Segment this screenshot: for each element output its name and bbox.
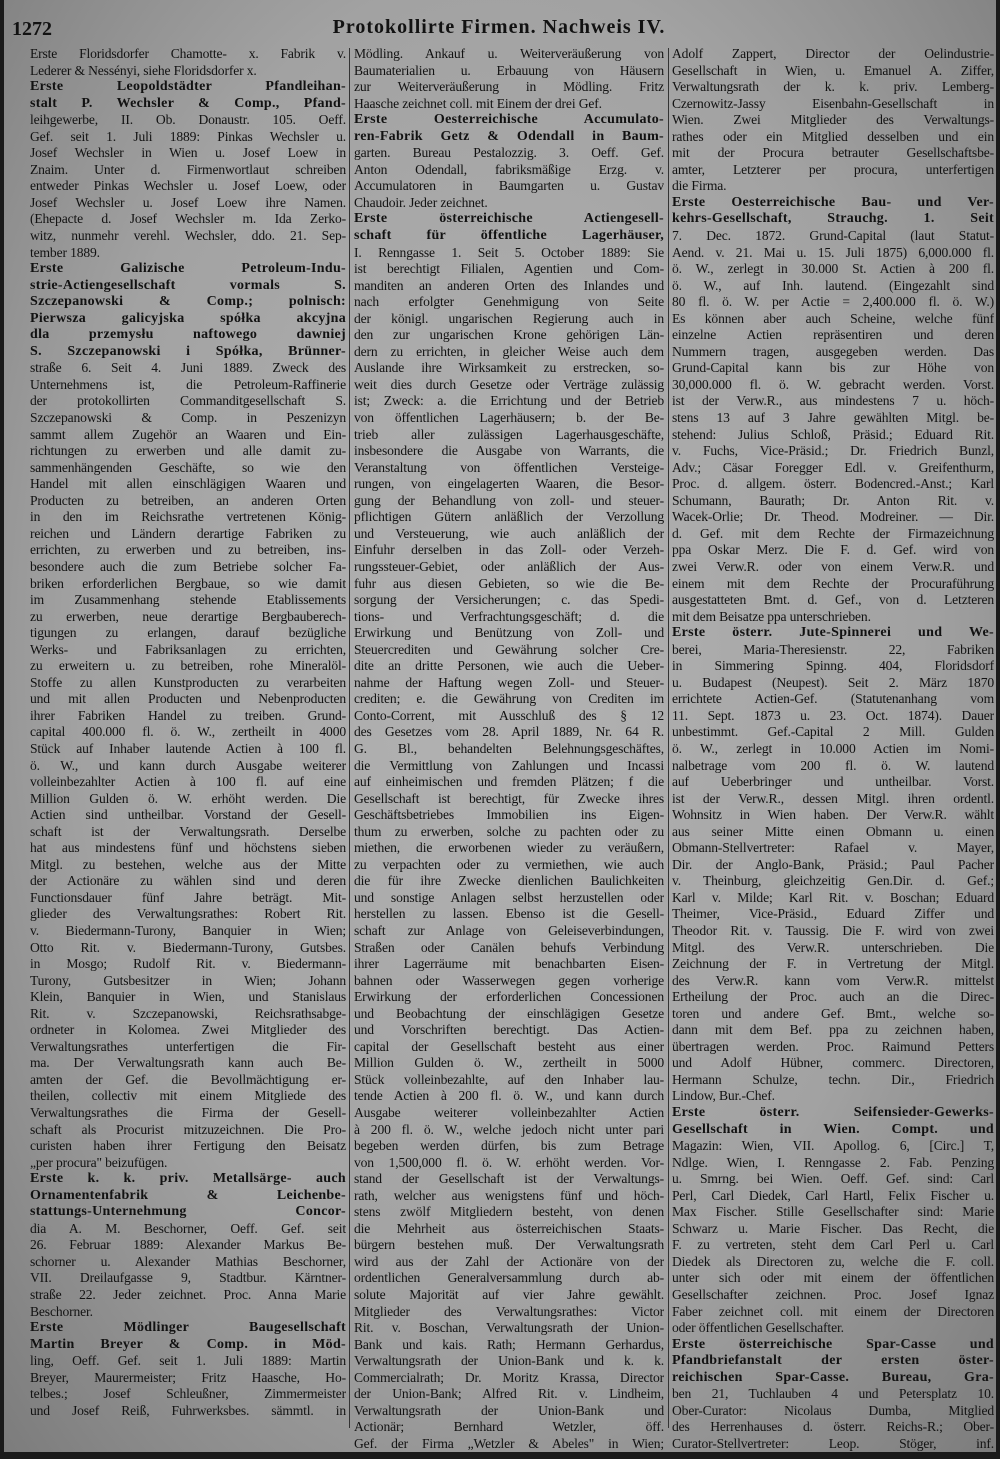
text-line: und sonstige Anlagen selbst herzustellen oder [354, 889, 664, 905]
text-line: auf Ueberbringer und untheilbar. Vorst. [672, 774, 994, 790]
text-line: aus seiner Mitte einen Obmann u. einen [672, 823, 994, 839]
text-line: glieder des Verwaltungsrathes: Robert Rit. [30, 906, 346, 922]
text-line: Wien. Zwei Mitglieder des Verwaltungs- [672, 112, 994, 128]
text-line: Verwaltungsrathes die Firma der Gesell- [30, 1105, 346, 1120]
text-line: fuhr aus diesen Gebieten, so wie die Be- [354, 575, 664, 591]
entry-heading-line: Erste österr. Jute-Spinnerei und We- [672, 625, 994, 641]
text-line: Turony, Gutsbesitzer in Wien; Johann [30, 972, 346, 988]
text-line: Aend. v. 21. Mai u. 15. Juli 1875) 6,000.000 fl. [672, 244, 994, 260]
text-line: Schumann, Baurath; Dr. Anton Rit. v. [672, 492, 994, 508]
text-line: in Simmering Spinng. 404, Floridsdorf [672, 658, 994, 674]
text-line: v. Theinburg, gleichzeitig Gen.Dir. d. Gef.; [672, 873, 994, 889]
text-line: Nummern tragen, ausgegeben werden. Das [672, 343, 994, 359]
text-line: hat aus mindestens fünf und höchstens sieben [30, 840, 346, 856]
text-line: amter, Letzterer per procura, unterfertigen [672, 161, 994, 177]
text-line: Hermann Schulze, techn. Dir., Friedrich [672, 1071, 994, 1087]
text-line: solute Majorität auf vier Jahre gewählt. [354, 1287, 664, 1303]
text-line: und Vorschriften berechtigt. Das Actien- [354, 1022, 664, 1038]
text-line: Erste Floridsdorfer Chamotte- x. Fabrik v. [30, 46, 346, 61]
text-line: ordneter in Kolomea. Zwei Mitglieder des [30, 1022, 346, 1038]
column-divider [349, 48, 350, 1428]
text-line: Proc. d. allgem. österr. Bodencred.-Anst.; Karl [672, 476, 994, 492]
text-line: Actionär; Bernhard Wetzler, öff. [354, 1419, 664, 1435]
text-line: u. Smrng. bei Wien. Oeff. Gef. sind: Carl [672, 1171, 994, 1187]
entry-heading-line: Erste österr. Seifensieder-Gewerks- [672, 1105, 994, 1120]
text-line: Actien sind untheilbar. Vorstand der Gesell- [30, 807, 346, 823]
text-line: dern zu errichten, in gleicher Weise auch dem [354, 343, 664, 359]
text-line: der königl. ungarischen Regierung auch in [354, 310, 664, 326]
text-line: Anton Odendall, fabriksmäßige Erzg. v. [354, 161, 664, 177]
text-line: und mit allen Producten und Nebenproducten [30, 691, 346, 707]
text-line: Lederer & Nessényi, siehe Floridsdorfer x. [30, 62, 257, 78]
text-line: tende Actien à 200 fl. ö. W., und kann durch [354, 1088, 664, 1104]
text-line: Breyer, Maurermeister; Fritz Haasche, Ho- [30, 1369, 346, 1385]
text-line: Chaudoir. Jeder zeichnet. [354, 194, 488, 210]
text-line: ausgestatteten Bmt. d. Gef., von d. Letzteren [672, 592, 994, 608]
text-line: einzelne Actien repräsentiren und deren [672, 327, 994, 343]
running-title: Protokollirte Firmen. Nachweis IV. [332, 16, 666, 38]
text-line: Grund-Capital kann bis zur Höhe von [672, 360, 994, 376]
text-line: stens 13 auf 3 Jahre gewählten Mitgl. be- [672, 410, 994, 426]
text-line: der protokollirten Commanditgesellschaft S. [30, 393, 346, 409]
entry-heading-line: Erste Oesterreichische Accumulato- [354, 112, 664, 128]
entry-heading-line: kehrs-Gesellschaft, Strauchg. 1. Seit [672, 211, 994, 227]
page-number: 1272 [12, 18, 52, 40]
text-line: „per procura" beizufügen. [30, 1154, 168, 1170]
text-line: Theimer, Vice-Präsid., Eduard Ziffer und [672, 906, 994, 922]
text-line: curisten haben ihrer Fertigung den Beisatz [30, 1138, 346, 1154]
text-line: Million Gulden ö. W. erhöht werden. Die [30, 790, 346, 806]
text-line: Functionsdauer fünf Jahre beträgt. Mit- [30, 889, 346, 905]
text-line: crediten; e. die Gewährung von Crediten im [354, 691, 664, 707]
text-line: Mitglieder des Verwaltungsrathes: Victor [354, 1303, 664, 1319]
text-line: Einfuhr derselben in das Zoll- oder Verzeh- [354, 542, 664, 558]
text-line: einem mit dem Rechte der Procuraführung [672, 575, 994, 591]
text-line: G. Bl., behandelten Belehnungsgeschäftes, [354, 740, 664, 756]
text-line: errichten, zu erwerben und zu betreiben, ins- [30, 542, 346, 558]
text-line: der Actionäre zu wählen sind und deren [30, 873, 346, 889]
text-line: Verwaltungsrath der Union-Bank und [354, 1402, 664, 1418]
text-line: Steuercrediten und Gewährung solcher Cre- [354, 641, 664, 657]
text-line: richtungen zu erwerben und alle damit zu- [30, 443, 346, 459]
text-line: capital der Gesellschaft besteht aus einer [354, 1038, 664, 1054]
text-line: und Beobachtung der einschlägigen Gesetze [354, 1005, 664, 1021]
text-line: von 1,500,000 fl. ö. W. erhöht werden. Vor- [354, 1154, 664, 1170]
text-line: berei, Maria-Theresienstr. 22, Fabriken [672, 641, 994, 657]
text-line: 30,000.000 fl. ö. W. gebracht werden. Vorst. [672, 376, 994, 392]
text-line: stand der Gesellschaft ist der Verwaltungs- [354, 1171, 664, 1187]
text-line: v. Biedermann-Turony, Banquier in Wien; [30, 922, 346, 938]
text-line: dia A. M. Beschorner, Oeff. Gef. seit [30, 1220, 346, 1236]
text-line: zu verpachten oder zu vermiethen, wie auch [354, 856, 664, 872]
text-line: Werks- und Fabriksanlagen zu errichten, [30, 641, 346, 657]
text-line: Gesellschaft ist berechtigt, für Zwecke ihres [354, 790, 664, 806]
text-line: und Josef Reiß, Fuhrwerksbes. sämmtl. in [30, 1402, 346, 1418]
text-line: witz, nunmehr verehl. Wechsler, ddo. 21. Sep- [30, 228, 346, 244]
text-line: 7. Dec. 1872. Grund-Capital (laut Statut- [672, 228, 994, 244]
text-line: Unternehmens ist, die Petroleum-Raffinerie [30, 376, 346, 392]
text-line: straße 22. Jeder zeichnet. Proc. Anna Marie [30, 1287, 346, 1303]
text-line: 26. Februar 1889: Alexander Markus Be- [30, 1237, 346, 1253]
text-line: Straßen oder Canälen behufs Verbindung [354, 939, 664, 955]
entry-heading-line: Szczepanowski & Comp.; polnisch: [30, 294, 346, 310]
text-line: Stück volleinbezahlte, auf den Inhaber lau- [354, 1071, 664, 1087]
text-line: des Gesetzes vom 28. April 1889, Nr. 64 R. [354, 724, 664, 740]
entry-heading-line: Erste Leopoldstädter Pfandleihan- [30, 79, 346, 95]
text-line: ihrer Lagerräume mit benachbarten Eisen- [354, 956, 664, 972]
text-line: Czernowitz-Jassy Eisenbahn-Gesellschaft in [672, 95, 994, 111]
entry-heading-line: strie-Actiengesellschaft vormals S. [30, 277, 346, 293]
text-line: besondere auch die zum Betriebe solcher Fa- [30, 558, 346, 574]
text-line: u. Budapest (Neupest). Seit 2. März 1870 [672, 674, 994, 690]
text-line: ihrer Fabriken Handel zu treiben. Grund- [30, 707, 346, 723]
text-line: tigungen zu erlangen, darauf bezügliche [30, 625, 346, 641]
text-line: schaft ist der Verwaltungsrath. Derselbe [30, 823, 346, 839]
text-line: dite an dritte Personen, wie auch die Ueber- [354, 658, 664, 674]
entry-heading-line: stattungs-Unternehmung Concor- [30, 1204, 346, 1220]
text-line: Obmann-Stellvertreter: Rafael v. Mayer, [672, 840, 994, 856]
text-line: schaft zur Anlage von Geleiseverbindungen, [354, 922, 664, 938]
text-line: Wacek-Orlie; Dr. Theod. Modreiner. — Dir. [672, 509, 994, 525]
text-line: Mitgl. zu bestehen, welche aus der Mitte [30, 856, 346, 872]
text-line: VII. Dreilaufgasse 9, Stadtbur. Kärntner- [30, 1270, 346, 1286]
text-line: zur Weiterveräußerung in Mödling. Fritz [354, 79, 664, 95]
text-line: amten der Gef. die Bevollmächtigung er- [30, 1071, 346, 1087]
entry-heading-line: Erste k. k. priv. Metallsärge- auch [30, 1171, 346, 1187]
text-line: schorner u. Alexander Mathias Beschorner, [30, 1253, 346, 1269]
text-line: unter sich oder mit einem der öffentlichen [672, 1270, 994, 1286]
entry-heading-line: Pierwsza galicyjska spółka akcyjna [30, 310, 346, 326]
text-line: Erwirkung und Benützung von Zoll- und [354, 625, 664, 641]
text-line: rathes oder ein Mitglied desselben und ein [672, 128, 994, 144]
text-line: bahnen oder Wasserwegen gegen vorherige [354, 972, 664, 988]
text-line: Verwaltungsrathes unterfertigen die Fir- [30, 1038, 346, 1054]
text-line: Erwirkung der erforderlichen Concessionen [354, 989, 664, 1005]
text-line: ist berechtigt Filialen, Agentien und Com- [354, 261, 664, 277]
text-line: im Zusammenhang stehende Etablissements [30, 592, 346, 608]
column-divider [668, 48, 669, 1428]
entry-heading-line: schaft für öffentliche Lagerhäuser, [354, 228, 664, 244]
text-line: unbestimmt. Gef.-Capital 2 Mill. Gulden [672, 724, 994, 740]
text-line: Znaim. Unter d. Firmenwortlaut schreiben [30, 161, 346, 177]
text-line: Lindow, Bur.-Chef. [672, 1088, 775, 1104]
text-line: nalbetrage vom 200 fl. ö. W. lautend [672, 757, 994, 773]
text-line: trieb aller zulässigen Lagerhausgeschäfte, [354, 426, 664, 442]
text-line: v. Fuchs, Vice-Präsid.; Dr. Friedrich Bunzl, [672, 443, 994, 459]
text-line: ist; Zweck: a. die Errichtung und der Betrieb [354, 393, 664, 409]
text-line: Josef Wechsler u. Josef Loew ihre Namen. [30, 194, 346, 210]
text-line: rath, welcher aus wenigstens fünf und höch- [354, 1187, 664, 1203]
text-line: Theodor Rit. v. Taussig. Die F. wird von zwei [672, 922, 994, 938]
entry-heading-line: Erste Oesterreichische Bau- und Ver- [672, 194, 994, 210]
text-line: Veranstaltung von öffentlichen Versteige- [354, 459, 664, 475]
text-line: Ober-Curator: Nicolaus Dumba, Mitglied [672, 1402, 994, 1418]
text-line: ling, Oeff. Gef. seit 1. Juli 1889: Martin [30, 1353, 346, 1369]
text-line: Stück auf Inhaber lautende Actien à 100 fl. [30, 740, 346, 756]
text-line: Stoffe zu allen Kunstproducten zu verarbeiten [30, 674, 346, 690]
document-page [4, 0, 996, 1452]
text-line: Rit. v. Boschan, Verwaltungsrath der Union- [354, 1320, 664, 1336]
text-line: Curator-Stellvertreter: Leop. Stöger, inf. [672, 1435, 994, 1451]
text-line: Gesellschaft in Wien, u. Emanuel A. Ziffer, [672, 62, 994, 78]
text-line: toren und andere Gef. Bmt., welche so- [672, 1005, 994, 1021]
text-line: Josef Wechsler in Wien u. Josef Loew in [30, 145, 346, 161]
text-line: Karl v. Milde; Karl Rit. v. Boschan; Eduard [672, 889, 994, 905]
text-line: tions- und Verfrachtungsgeschäft; d. die [354, 608, 664, 624]
text-line: ist der Verw.R., aus mindestens 7 u. höch- [672, 393, 994, 409]
text-line: begeben werden dürfen, bis zum Betrage [354, 1138, 664, 1154]
text-line: 80 fl. ö. W. per Actie = 2,400.000 fl. ö. W.) [672, 294, 994, 310]
text-line: ordentlichen Generalversammlung durch ab- [354, 1270, 664, 1286]
text-line: Auslande ihre Wirksamkeit zu erstrecken, so- [354, 360, 664, 376]
text-line: mit dem Beisatze ppa unterschrieben. [672, 608, 871, 624]
text-column-1 [30, 46, 346, 1419]
text-line: Haasche zeichnet coll. mit Einem der drei Gef. [354, 95, 602, 111]
page-header [4, 14, 996, 42]
text-line: Ertheilung der Proc. auch an die Direc- [672, 989, 994, 1005]
text-line: straße 6. Seit 4. Juni 1889. Zweck des [30, 360, 346, 376]
text-line: miethen, die erworbenen wieder zu veräußern, [354, 840, 664, 856]
text-line: volleinbezahlter Actien à 100 fl. auf eine [30, 774, 346, 790]
text-column-3 [672, 46, 994, 1452]
text-line: pflichtigen Gütern anläßlich der Verzollung [354, 509, 664, 525]
text-line: zwei Verw.R. oder von einem Verw.R. und [672, 558, 994, 574]
text-line: nahme der Haftung wegen Zoll- und Steuer- [354, 674, 664, 690]
text-line: Es können aber auch Scheine, welche fünf [672, 310, 994, 326]
text-line: garten. Bureau Pestalozzig. 3. Oeff. Gef. [354, 145, 664, 161]
text-line: Verwaltungsrath der Union-Bank und k. k. [354, 1353, 664, 1369]
entry-heading-line: Erste österreichische Actiengesell- [354, 211, 664, 227]
text-line: stehend: Julius Schloß, Präsid.; Eduard Rit. [672, 426, 994, 442]
text-line: die Vermittlung von Zahlungen und Incassi [354, 757, 664, 773]
text-line: Zeichnung der F. in Vertretung der Mitgl. [672, 956, 994, 972]
text-line: Baumaterialien u. Erbauung von Häusern [354, 62, 664, 78]
text-line: rungen, von eingelagerten Waaren, die Besor- [354, 476, 664, 492]
text-line: Accumulatoren in Baumgarten u. Gustav [354, 178, 664, 194]
text-line: gung der Behandlung von zoll- und steuer- [354, 492, 664, 508]
text-line: Gef. seit 1. Juli 1889: Pinkas Wechsler u. [30, 128, 346, 144]
text-line: Mödling. Ankauf u. Weiterveräußerung von [354, 46, 664, 61]
entry-heading-line: stalt P. Wechsler & Comp., Pfand- [30, 95, 346, 111]
text-line: Geschäftsbetriebes Immobilien ins Eigen- [354, 807, 664, 823]
text-line: der Union-Bank; Alfred Rit. v. Lindheim, [354, 1386, 664, 1402]
text-column-2 [354, 46, 664, 1452]
text-line: ma. Der Verwaltungsrath kann auch Be- [30, 1055, 346, 1071]
text-line: Ausgabe weiterer volleinbezahlter Actien [354, 1105, 664, 1120]
text-line: (Ehepacte d. Josef Wechsler m. Ida Zerko- [30, 211, 346, 227]
text-line: Adolf Zappert, Director der Oelindustrie- [672, 46, 994, 61]
text-line: von öffentlichen Lagerhäusern; b. der Be- [354, 410, 664, 426]
text-line: theilen, collectiv mit einem Mitgliede des [30, 1088, 346, 1104]
text-line: des Verw.R. kann vom Verw.R. mittelst [672, 972, 994, 988]
text-line: bürgern bestehen muß. Der Verwaltungsrath [354, 1237, 664, 1253]
text-line: auf einheimischen und fremden Plätzen; f die [354, 774, 664, 790]
text-line: sorgung der Versicherungen; c. das Spedi- [354, 592, 664, 608]
entry-heading-line: reichischen Spar-Casse. Bureau, Gra- [672, 1369, 994, 1385]
text-line: zu erweitern u. zu betreiben, rohe Mineralöl- [30, 658, 346, 674]
text-line: ö. W., und kann durch Ausgabe weiterer [30, 757, 346, 773]
text-line: ppa Oskar Merz. Die F. d. Gef. wird von [672, 542, 994, 558]
text-line: den zur ungarischen Krone gehörigen Län- [354, 327, 664, 343]
text-line: Mitgl. des Verw.R. unterschrieben. Die [672, 939, 994, 955]
text-line: Max Fischer. Stille Gesellschafter sind: Marie [672, 1204, 994, 1220]
text-line: die Mehrheit aus österreichischen Staats- [354, 1220, 664, 1236]
text-line: ö. W., zerlegt in 30.000 St. Actien à 200 fl. [672, 261, 994, 277]
text-line: sammenhängenden Geschäfte, so wie den [30, 459, 346, 475]
text-line: Otto Rit. v. Biedermann-Turony, Gutsbes. [30, 939, 346, 955]
text-line: die für ihre Zwecke dienlichen Baulichkeiten [354, 873, 664, 889]
text-line: die Firma. [672, 178, 727, 194]
text-line: nach erfolgter Genehmigung von Seite [354, 294, 664, 310]
text-line: tember 1889. [30, 244, 100, 260]
text-line: Producten zu betreiben, an anderen Orten [30, 492, 346, 508]
text-line: ö. W., auf Inh. lautend. (Eingezahlt sind [672, 277, 994, 293]
text-line: ö. W., zerlegt in 10.000 Actien im Nomi- [672, 740, 994, 756]
text-line: und Versteuerung, wie auch anläßlich der [354, 525, 664, 541]
text-line: Gesellschafter zeichnen. Proc. Josef Ignaz [672, 1287, 994, 1303]
text-line: Faber zeichnet coll. mit einem der Directoren [672, 1303, 994, 1319]
text-line: herstellen zu lassen. Ebenso ist die Gesell- [354, 906, 664, 922]
text-line: Rit. v. Szczepanowski, Reichsrathsabge- [30, 1005, 346, 1021]
entry-heading-line: dla przemysłu naftowego dawniej [30, 327, 346, 343]
text-line: Ndlge. Wien, I. Renngasse 2. Fab. Penzing [672, 1154, 994, 1170]
text-line: rungssteuer-Gebiet, oder anläßlich der Aus- [354, 558, 664, 574]
text-line: errichtete Actien-Gef. (Statutenanhang vom [672, 691, 994, 707]
text-line: ist der Verw.R., dessen Mitgl. ihren ordentl. [672, 790, 994, 806]
text-line: Bank und kais. Rath; Hermann Gerhardus, [354, 1336, 664, 1352]
text-line: Commercialrath; Dr. Moritz Krassa, Director [354, 1369, 664, 1385]
text-line: I. Renngasse 1. Seit 5. October 1889: Sie [354, 244, 664, 260]
text-line: thum zu erwerben, solche zu pachten oder zu [354, 823, 664, 839]
text-line: mit der Procura betrauter Gesellschaftsbe- [672, 145, 994, 161]
text-line: à 200 fl. ö. W., welche jedoch nicht unter pari [354, 1121, 664, 1137]
text-line: ben 21, Tuchlauben 4 und Petersplatz 10. [672, 1386, 994, 1402]
text-line: sammt allem Zugehör an Waaren und Ein- [30, 426, 346, 442]
text-line: oder öffentlichen Gesellschafter. [672, 1320, 844, 1336]
text-line: Schwarz u. Marie Fischer. Das Recht, die [672, 1220, 994, 1236]
text-line: des Herrenhauses d. österr. Reichs-R.; Ober- [672, 1419, 994, 1435]
text-line: leihgewerbe, II. Ob. Donaustr. 105. Oeff. [30, 112, 346, 128]
text-line: wird aus der Zahl der Actionäre von der [354, 1253, 664, 1269]
text-line: und Adolf Hübner, commerc. Directoren, [672, 1055, 994, 1071]
text-line: übertragen werden. Proc. Raimund Petters [672, 1038, 994, 1054]
entry-heading-line: ren-Fabrik Getz & Odendall in Baum- [354, 128, 664, 144]
text-line: dann mit dem Bef. ppa zu zeichnen haben, [672, 1022, 994, 1038]
text-line: in den im Reichsrathe vertretenen König- [30, 509, 346, 525]
text-line: Handel mit allen einschlägigen Waaren und [30, 476, 346, 492]
text-line: reichen und Ländern derartige Fabriken zu [30, 525, 346, 541]
text-line: in Mosgo; Rudolf Rit. v. Biedermann- [30, 956, 346, 972]
text-line: schaft als Procurist mitzuzeichnen. Die Pro- [30, 1121, 346, 1137]
text-line: Dir. der Anglo-Bank, Präsid.; Paul Pacher [672, 856, 994, 872]
text-line: weit dies durch Gesetze oder Verträge zulässig [354, 376, 664, 392]
entry-heading-line: Gesellschaft in Wien. Compt. und [672, 1121, 994, 1137]
text-line: 11. Sept. 1873 u. 23. Oct. 1874). Dauer [672, 707, 994, 723]
text-line: Million Gulden ö. W., zertheilt in 5000 [354, 1055, 664, 1071]
text-line: zu erwerben, neue derartige Bergbauberech- [30, 608, 346, 624]
text-line: Klein, Banquier in Wien, und Stanislaus [30, 989, 346, 1005]
text-line: Diedek als Directoren zu, welche die F. coll. [672, 1253, 994, 1269]
entry-heading-line: S. Szczepanowski i Spółka, Brünner- [30, 343, 346, 359]
entry-heading-line: Pfandbriefanstalt der ersten öster- [672, 1353, 994, 1369]
entry-heading-line: Erste Mödlinger Baugesellschaft [30, 1320, 346, 1336]
text-line: d. Gef. mit dem Rechte der Firmazeichnung [672, 525, 994, 541]
entry-heading-line: Erste Galizische Petroleum-Indu- [30, 261, 346, 277]
text-line: Adv.; Cäsar Foregger Edl. v. Greifenthurm, [672, 459, 994, 475]
text-line: capital 400.000 fl. ö. W., zertheilt in 4000 [30, 724, 346, 740]
text-line: F. zu vertreten, steht dem Carl Perl u. Carl [672, 1237, 994, 1253]
entry-heading-line: Ornamentenfabrik & Leichenbe- [30, 1187, 346, 1203]
entry-heading-line: Martin Breyer & Comp. in Möd- [30, 1336, 346, 1352]
text-line: manditen an anderen Orten des Inlandes und [354, 277, 664, 293]
entry-heading-line: Erste österreichische Spar-Casse und [672, 1336, 994, 1352]
text-line: Wohnsitz in Wien haben. Der Verw.R. wählt [672, 807, 994, 823]
text-line: Gef. der Firma „Wetzler & Abeles" in Wien; [354, 1435, 664, 1451]
text-line: Verwaltungsrath der k. k. priv. Lemberg- [672, 79, 994, 95]
text-line: telbes.; Josef Schleußner, Zimmermeister [30, 1386, 346, 1402]
text-line: Beschorner. [30, 1303, 93, 1319]
text-line: Szczepanowski & Comp. in Peszenizyn [30, 410, 346, 426]
text-line: briken erforderlichen Bergbaue, so wie damit [30, 575, 346, 591]
text-line: insbesondere die Ausgabe von Warrants, die [354, 443, 664, 459]
text-line: Conto-Corrent, mit Ausschluß des § 12 [354, 707, 664, 723]
text-line: Perl, Carl Diedek, Carl Hartl, Felix Fischer u. [672, 1187, 994, 1203]
text-line: stens zwölf Mitgliedern besteht, von denen [354, 1204, 664, 1220]
text-line: Magazin: Wien, VII. Apollog. 6, [Circ.] T, [672, 1138, 994, 1154]
text-line: entweder Pinkas Wechsler u. Josef Loew, oder [30, 178, 346, 194]
